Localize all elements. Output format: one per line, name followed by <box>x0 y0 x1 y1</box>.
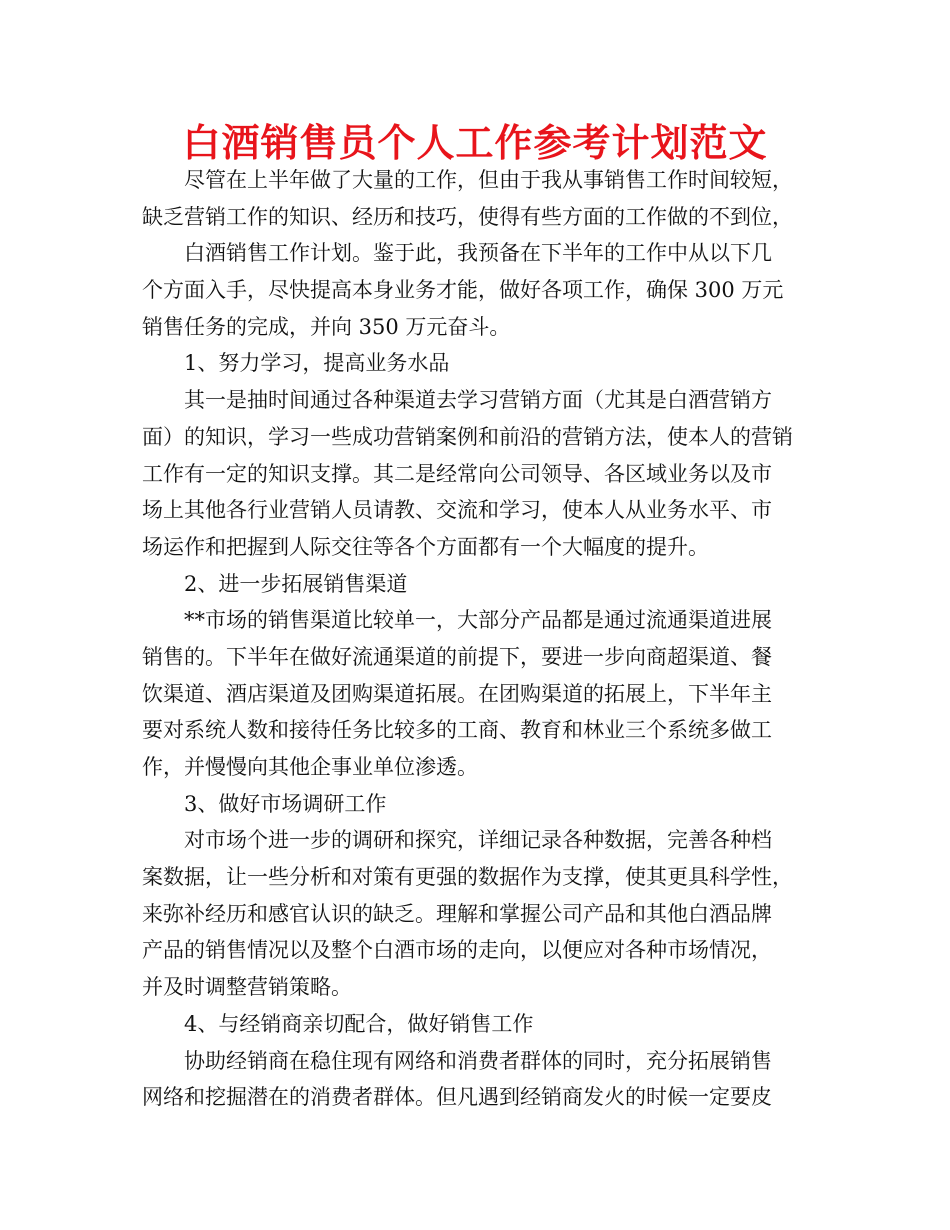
paragraph-line: 面）的知识，学习一些成功营销案例和前沿的营销方法，使本人的营销 <box>142 424 793 449</box>
paragraph-line: 并及时调整营销策略。 <box>142 975 352 1000</box>
paragraph-line: 作，并慢慢向其他企事业单位渗透。 <box>142 755 478 779</box>
paragraph-line: 场运作和把握到人际交往等各个方面都有一个大幅度的提升。 <box>142 534 709 559</box>
paragraph-line: 尽管在上半年做了大量的工作，但由于我从事销售工作时间较短， <box>184 168 793 192</box>
paragraph-line: 其一是抽时间通过各种渠道去学习营销方面（尤其是白酒营销方 <box>184 388 772 413</box>
paragraph-line: 饮渠道、酒店渠道及团购渠道拓展。在团购渠道的拓展上，下半年主 <box>142 681 772 706</box>
paragraph-line: **市场的销售渠道比较单一，大部分产品都是通过流通渠道进展 <box>184 608 772 633</box>
paragraph-line: 案数据，让一些分析和对策有更强的数据作为支撑，使其更具科学性， <box>142 865 793 890</box>
section-heading: 3、做好市场调研工作 <box>184 791 387 816</box>
paragraph-line: 网络和挖掘潜在的消费者群体。但凡遇到经销商发火的时候一定要皮 <box>142 1085 772 1110</box>
paragraph-line: 要对系统人数和接待任务比较多的工商、教育和林业三个系统多做工 <box>142 718 772 743</box>
paragraph-line: 工作有一定的知识支撑。其二是经常向公司领导、各区域业务以及市 <box>142 461 772 486</box>
document-body <box>142 162 842 1116</box>
paragraph-line: 对市场个进一步的调研和探究，详细记录各种数据，完善各种档 <box>184 828 772 853</box>
paragraph-line: 缺乏营销工作的知识、经历和技巧，使得有些方面的工作做的不到位， <box>142 204 793 229</box>
section-heading: 2、进一步拓展销售渠道 <box>184 571 408 596</box>
paragraph-line: 个方面入手，尽快提高本身业务才能，做好各项工作，确保 300 万元 <box>142 278 784 303</box>
document-title: 白酒销售员个人工作参考计划范文 <box>182 121 768 165</box>
paragraph-line: 来弥补经历和感官认识的缺乏。理解和掌握公司产品和其他白酒品牌 <box>142 901 772 926</box>
paragraph-line: 协助经销商在稳住现有网络和消费者群体的同时，充分拓展销售 <box>184 1048 772 1073</box>
paragraph-line: 场上其他各行业营销人员请教、交流和学习，使本人从业务水平、市 <box>142 498 772 523</box>
section-heading: 4、与经销商亲切配合，做好销售工作 <box>184 1011 534 1036</box>
paragraph-line: 白酒销售工作计划。鉴于此，我预备在下半年的工作中从以下几 <box>184 241 772 266</box>
section-heading: 1、努力学习，提高业务水品 <box>184 351 450 376</box>
paragraph-line: 产品的销售情况以及整个白酒市场的走向，以便应对各种市场情况， <box>142 938 772 963</box>
paragraph-line: 销售任务的完成，并向 350 万元奋斗。 <box>142 314 511 339</box>
paragraph-line: 销售的。下半年在做好流通渠道的前提下，要进一步向商超渠道、餐 <box>142 644 772 669</box>
